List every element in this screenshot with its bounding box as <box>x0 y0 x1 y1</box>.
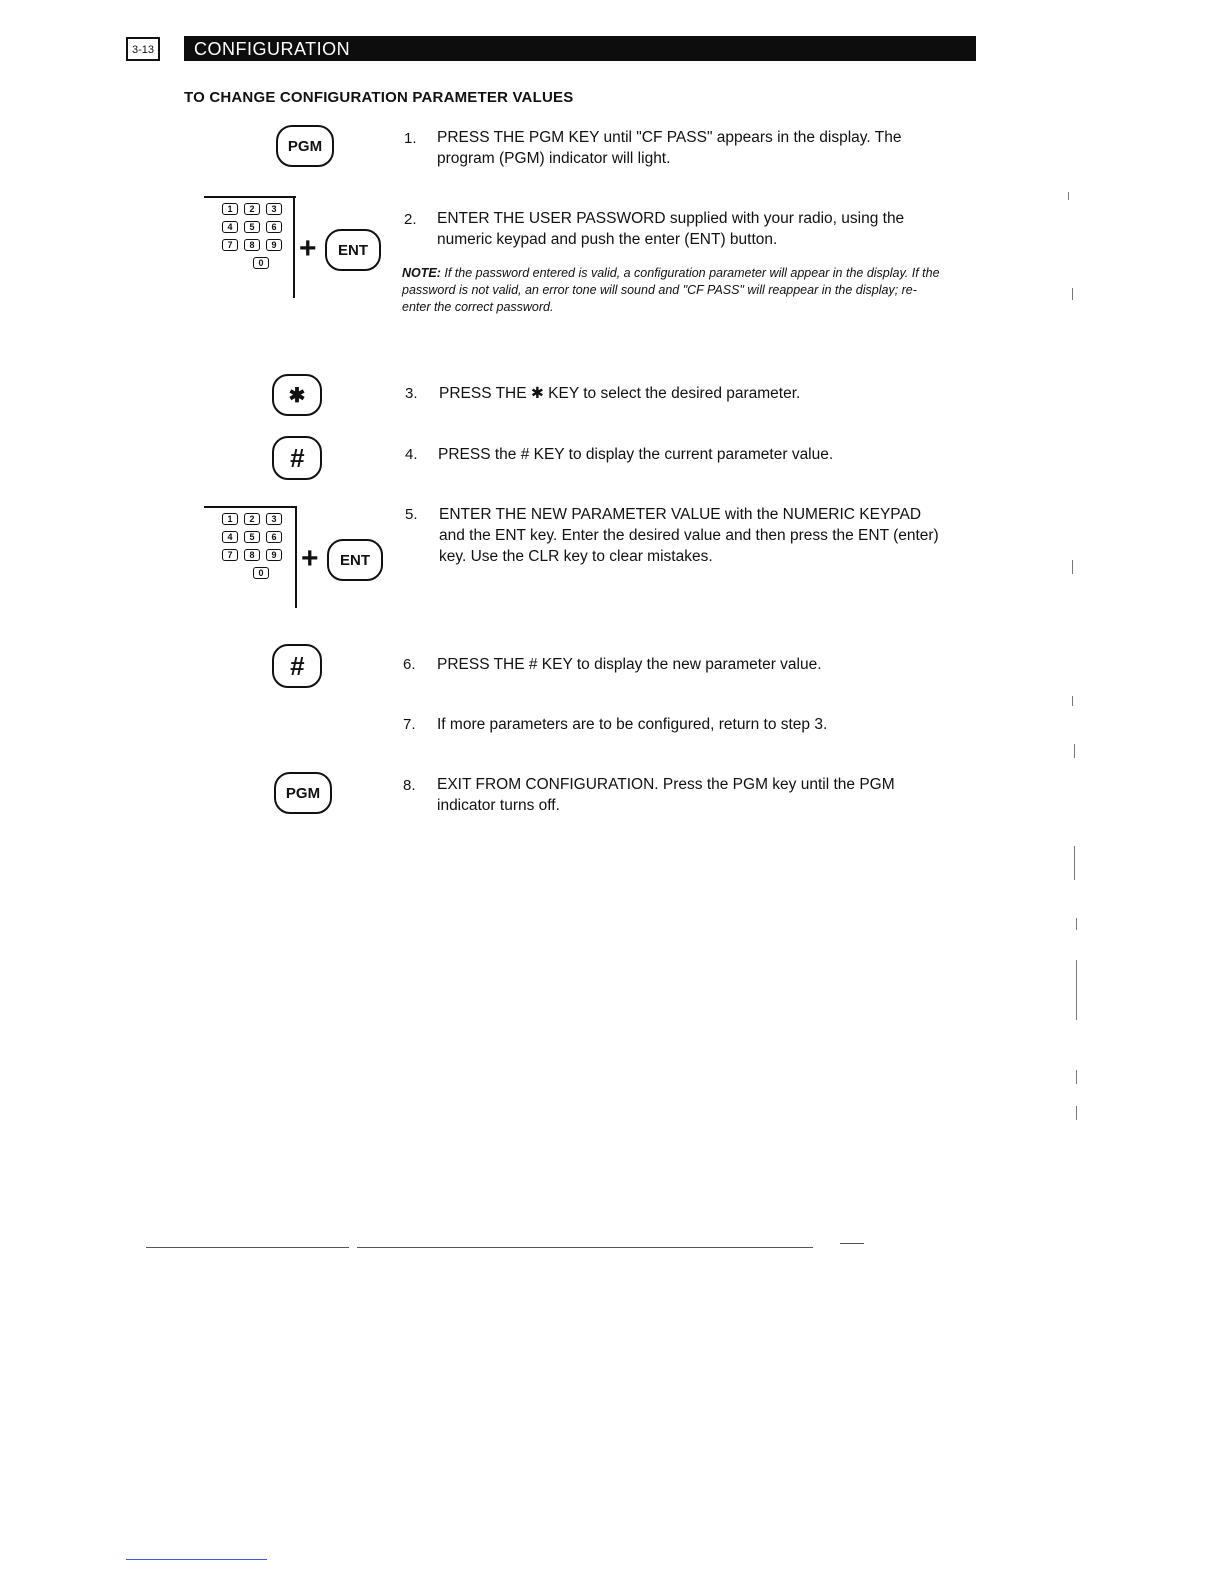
ent-key-icon <box>327 539 383 581</box>
scan-speck <box>1076 918 1077 930</box>
bottom-blue-rule <box>126 1559 267 1560</box>
scan-speck <box>1076 1070 1077 1084</box>
hash-key-icon <box>272 644 322 688</box>
step-number: 8. <box>403 777 416 794</box>
step-number: 3. <box>405 385 418 402</box>
step-number: 7. <box>403 716 416 733</box>
scan-speck <box>1072 288 1073 300</box>
keypad-key: 6 <box>266 531 282 543</box>
star-key-icon <box>272 374 322 416</box>
keypad-key: 9 <box>266 549 282 561</box>
header-title: CONFIGURATION <box>194 39 351 59</box>
keypad-key: 4 <box>222 531 238 543</box>
keypad-key: 8 <box>244 239 260 251</box>
scan-speck <box>1076 1106 1077 1120</box>
keypad-key: 1 <box>222 203 238 215</box>
pgm-key-label: PGM <box>285 784 321 802</box>
scan-speck <box>1068 192 1069 200</box>
step-text: PRESS THE # KEY to display the new parameter value. <box>437 656 822 673</box>
note <box>402 265 942 316</box>
step-number: 5. <box>405 506 418 523</box>
keypad-key: 6 <box>266 221 282 233</box>
keypad-row <box>222 203 318 215</box>
step-text: If more parameters are to be configured, return to step 3. <box>437 716 828 733</box>
page-number: 3-13 <box>126 37 160 61</box>
pgm-key-label: PGM <box>287 137 323 155</box>
keypad-key: 9 <box>266 239 282 251</box>
keypad-key: 5 <box>244 221 260 233</box>
star-key-label: ✱ <box>288 384 306 407</box>
ent-key-label: ENT <box>340 551 370 569</box>
note-text: If the password entered is valid, a configuration parameter will appear in the display. If the password is not valid, an error tone will sound and "CF PASS" will reappear in the display; re-enter the correct password. <box>402 266 940 314</box>
keypad-key: 2 <box>244 513 260 525</box>
step-text: PRESS THE ✱ KEY to select the desired parameter. <box>439 385 801 402</box>
step-text: ENTER THE NEW PARAMETER VALUE with the NUMERIC KEYPAD and the ENT key. Enter the desired value and then press the ENT (enter) key. Use the CLR key to clear mistakes. <box>439 506 939 565</box>
note-label: NOTE: <box>402 266 441 280</box>
keypad-key: 7 <box>222 239 238 251</box>
ent-key-icon <box>325 229 381 271</box>
keypad-key: 1 <box>222 513 238 525</box>
keypad-key: 3 <box>266 203 282 215</box>
keypad-top-rule <box>204 196 296 198</box>
scan-speck <box>1072 696 1073 706</box>
footer-rule <box>146 1247 349 1248</box>
footer-rule <box>357 1247 813 1248</box>
keypad-key: 5 <box>244 531 260 543</box>
footer-rule <box>840 1243 864 1244</box>
scan-speck <box>1074 744 1075 758</box>
keypad-row <box>222 513 318 525</box>
keypad-key: 0 <box>253 257 269 269</box>
keypad-key: 8 <box>244 549 260 561</box>
hash-key-icon <box>272 436 322 480</box>
keypad-key: 4 <box>222 221 238 233</box>
scan-speck <box>1072 560 1073 574</box>
pgm-key-icon <box>274 772 332 814</box>
step-number: 4. <box>405 446 418 463</box>
step-number: 1. <box>404 130 417 147</box>
plus-icon: + <box>301 542 319 575</box>
hash-key-label: # <box>289 442 305 473</box>
step-number: 2. <box>404 211 417 228</box>
pgm-key-icon <box>276 125 334 167</box>
keypad-key: 0 <box>253 567 269 579</box>
scan-speck <box>1074 846 1075 880</box>
keypad-key: 3 <box>266 513 282 525</box>
step-text: PRESS the # KEY to display the current parameter value. <box>438 446 834 463</box>
keypad-key: 7 <box>222 549 238 561</box>
keypad-key: 2 <box>244 203 260 215</box>
scan-speck <box>1076 960 1077 1020</box>
ent-key-label: ENT <box>338 241 368 259</box>
step-text: EXIT FROM CONFIGURATION. Press the PGM key until the PGM indicator turns off. <box>437 776 895 814</box>
section-title: TO CHANGE CONFIGURATION PARAMETER VALUES <box>184 89 574 106</box>
keypad-top-rule <box>204 506 296 508</box>
plus-icon: + <box>299 232 317 265</box>
step-text: ENTER THE USER PASSWORD supplied with your radio, using the numeric keypad and push the enter (ENT) button. <box>437 210 905 248</box>
step-text: PRESS THE PGM KEY until "CF PASS" appears in the display. The program (PGM) indicator will light. <box>437 129 902 167</box>
step-number: 6. <box>403 656 416 673</box>
hash-key-label: # <box>289 650 305 681</box>
